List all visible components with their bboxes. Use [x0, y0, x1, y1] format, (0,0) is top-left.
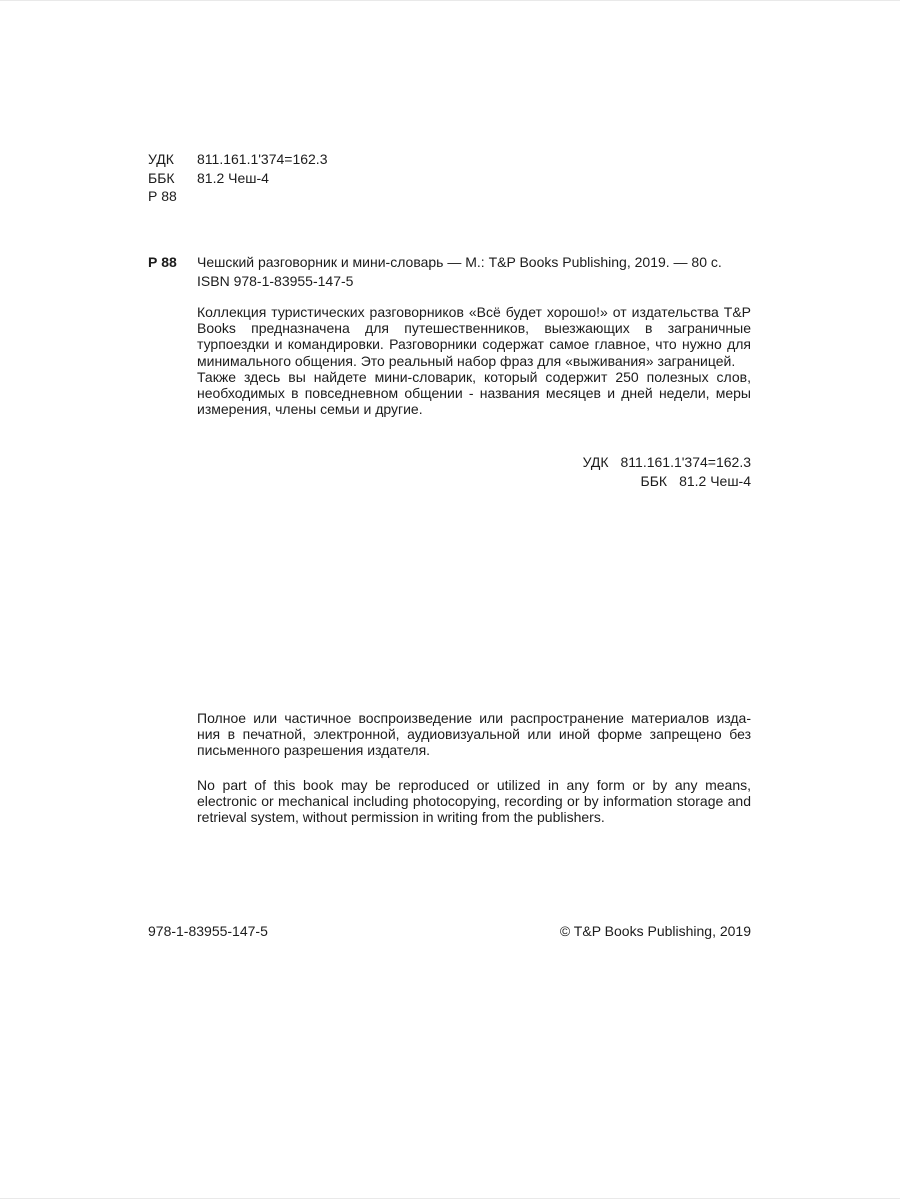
author-sign-row	[148, 187, 327, 206]
catalog-card-title-line: Чешский разговорник и мини-словарь — М.: T&P Books Publishing, 2019. — 80 с.	[197, 254, 722, 270]
udk-right-value: 811.161.1'374=162.3	[620, 454, 751, 470]
udk-value: 811.161.1'374=162.3	[197, 151, 328, 167]
catalog-card-entry	[197, 253, 797, 291]
copyright-en-line: electronic or mechanical including photocopying, recording or by information storage and	[197, 793, 751, 810]
annotation-line: необходимых в повседневном общении - названия месяцев и дней недели, меры	[197, 384, 751, 401]
annotation-line: Коллекция туристических разговорников «Всё будет хорошо!» от издательства T&P	[197, 304, 751, 320]
catalog-card-isbn-line: ISBN 978-1-83955-147-5	[197, 273, 354, 289]
annotation-line: минимального общения. Это реальный набор фраз для «выживания» заграницей.	[197, 352, 736, 369]
copyright-en-line: No part of this book may be reproduced or utilized in any form or by any means,	[197, 777, 751, 793]
bbk-right-row	[197, 472, 751, 491]
annotation-line: Также здесь вы найдете мини-словарик, который содержит 250 полезных слов,	[197, 368, 751, 385]
bbk-label: ББК	[148, 169, 175, 186]
annotation-line: Books предназначена для путешественников, выезжающих в заграничные	[197, 320, 751, 337]
author-sign-label: Р 88	[148, 188, 177, 204]
page-top-edge	[0, 0, 900, 1]
cataloguing-codes-right-block	[197, 453, 751, 491]
page-bottom-edge	[0, 1198, 900, 1199]
copyright-notice-english	[197, 777, 751, 826]
copyright-notice-russian	[197, 710, 751, 759]
bbk-code-row	[148, 169, 327, 188]
footer-publisher-copyright: © T&P Books Publishing, 2019	[559, 923, 751, 939]
annotation-block	[197, 304, 751, 417]
copyright-en-line: retrieval system, without permission in writing from the publishers.	[197, 809, 605, 826]
copyright-ru-line: ния в печатной, электронной, аудиовизуальной или иной форме запрещено без	[197, 726, 751, 743]
copyright-ru-line: Полное или частичное воспроизведение или распространение материалов изда-	[197, 710, 751, 726]
bbk-right-value: 81.2 Чеш-4	[679, 473, 751, 489]
bbk-right-label: ББК	[640, 473, 668, 489]
imprint-footer	[148, 923, 751, 940]
annotation-line: турпоездки и командировки. Разговорники содержат самое главное, что нужно для	[197, 336, 751, 353]
annotation-line: измерения, члены семьи и другие.	[197, 401, 423, 418]
copyright-ru-line: письменного разрешения издателя.	[197, 742, 431, 759]
footer-isbn: 978-1-83955-147-5	[148, 923, 268, 939]
udk-code-row	[148, 150, 327, 169]
udk-right-label: УДК	[582, 454, 609, 470]
bbk-value: 81.2 Чеш-4	[197, 169, 269, 186]
udk-label: УДК	[148, 151, 174, 167]
cataloguing-codes-block	[148, 150, 327, 206]
udk-right-row	[197, 453, 751, 472]
catalog-card-code: Р 88	[148, 254, 177, 270]
